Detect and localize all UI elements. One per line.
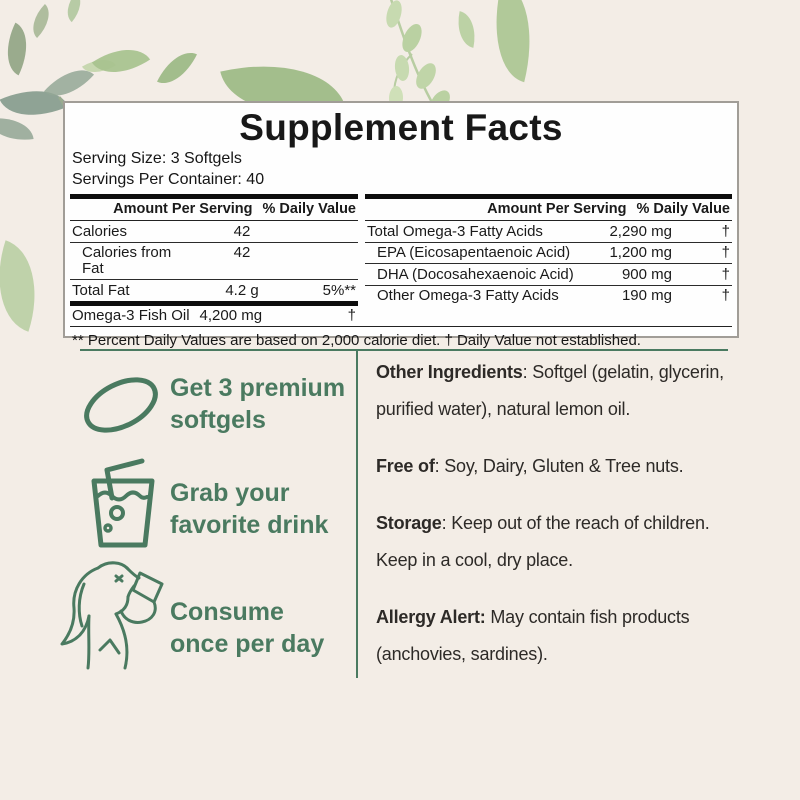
benefit-line: once per day	[170, 630, 325, 658]
nutrient-amount: 2,290 mg	[609, 222, 672, 240]
nutrient-amount: 42	[233, 222, 251, 240]
nutrient-amount: 42	[233, 244, 251, 261]
info-body: : Soy, Dairy, Gluten & Tree nuts.	[434, 456, 684, 476]
header-daily-value: % Daily Value	[262, 201, 356, 217]
benefit-line: Get 3 premium	[170, 374, 346, 402]
header-amount-per-serving: Amount Per Serving	[487, 201, 627, 217]
info-lead: Free of	[376, 456, 435, 476]
panel-title: Supplement Facts	[239, 107, 563, 148]
nutrient-amount: 190 mg	[621, 287, 672, 304]
table-row	[70, 221, 358, 243]
leaf-decoration	[0, 240, 53, 332]
table-row	[365, 264, 732, 286]
vertical-divider	[356, 349, 358, 678]
leaf-decoration	[60, 0, 89, 22]
benefit-label	[170, 477, 328, 541]
softgel-icon	[74, 372, 168, 438]
facts-column-right	[365, 194, 732, 306]
table-row	[70, 243, 358, 281]
nutrient-amount: 4.2 g	[225, 281, 259, 299]
facts-header	[365, 194, 732, 221]
nutrient-dv: †	[721, 222, 730, 240]
nutrient-dv: †	[721, 244, 730, 261]
drink-glass-icon	[80, 455, 168, 551]
serving-size: Serving Size: 3 Softgels	[72, 150, 242, 167]
table-row	[70, 280, 358, 306]
facts-column-left	[70, 194, 358, 326]
nutrient-dv: †	[347, 307, 356, 324]
supplement-facts-panel	[63, 101, 739, 349]
person-drinking-icon	[54, 556, 186, 678]
nutrient-name: DHA (Docosahexaenoic Acid)	[377, 265, 574, 283]
leaf-decoration	[157, 44, 197, 92]
other-ingredients-text	[376, 354, 740, 428]
nutrient-dv: †	[721, 287, 730, 304]
info-lead: Allergy Alert:	[376, 607, 486, 627]
nutrient-name: Total Omega-3 Fatty Acids	[367, 222, 543, 240]
nutrient-name: EPA (Eicosapentaenoic Acid)	[377, 244, 571, 261]
storage-text	[376, 505, 726, 579]
nutrient-amount: 900 mg	[621, 265, 672, 283]
info-body: : Keep out of the reach of children. Keep in a cool, dry place.	[376, 513, 710, 570]
benefit-label	[170, 596, 324, 660]
leaf-decoration	[0, 113, 34, 145]
allergy-alert-text	[376, 599, 706, 673]
nutrient-amount: 1,200 mg	[609, 244, 672, 261]
nutrient-dv: †	[721, 265, 730, 283]
nutrient-name: Total Fat	[72, 281, 130, 299]
header-amount-per-serving: Amount Per Serving	[113, 201, 253, 217]
nutrient-amount: 4,200 mg	[199, 307, 263, 324]
info-lead: Other Ingredients	[376, 362, 523, 382]
servings-per-container: Servings Per Container: 40	[72, 171, 265, 188]
info-body: May contain fish products (anchovies, sardines).	[376, 607, 690, 664]
nutrient-name: Omega-3 Fish Oil	[72, 307, 190, 324]
info-lead: Storage	[376, 513, 442, 533]
nutrient-name: Other Omega-3 Fatty Acids	[377, 287, 559, 304]
facts-header	[70, 194, 358, 221]
table-row	[365, 243, 732, 265]
daily-value-footnote: ** Percent Daily Values are based on 2,000 calorie diet. † Daily Value not established.	[70, 326, 732, 349]
table-row	[365, 286, 732, 307]
leaf-decoration	[24, 4, 58, 38]
header-daily-value: % Daily Value	[636, 201, 730, 217]
benefit-line: favorite drink	[170, 511, 329, 539]
benefit-line: softgels	[170, 406, 266, 434]
product-info	[376, 354, 740, 693]
table-row	[70, 306, 358, 327]
horizontal-divider	[80, 349, 728, 351]
table-row	[365, 221, 732, 243]
free-of-text	[376, 448, 740, 485]
info-body: : Softgel (gelatin, glycerin, purified water), natural lemon oil.	[376, 362, 724, 419]
nutrient-dv: 5%**	[322, 281, 356, 299]
facts-table	[70, 194, 732, 326]
leaf-decoration	[92, 35, 150, 88]
nutrient-name: Calories from Fat	[82, 244, 172, 277]
benefit-line: Grab your	[170, 479, 290, 507]
benefit-line: Consume	[170, 598, 284, 626]
nutrient-name: Calories	[72, 222, 128, 240]
benefit-label	[170, 372, 345, 436]
